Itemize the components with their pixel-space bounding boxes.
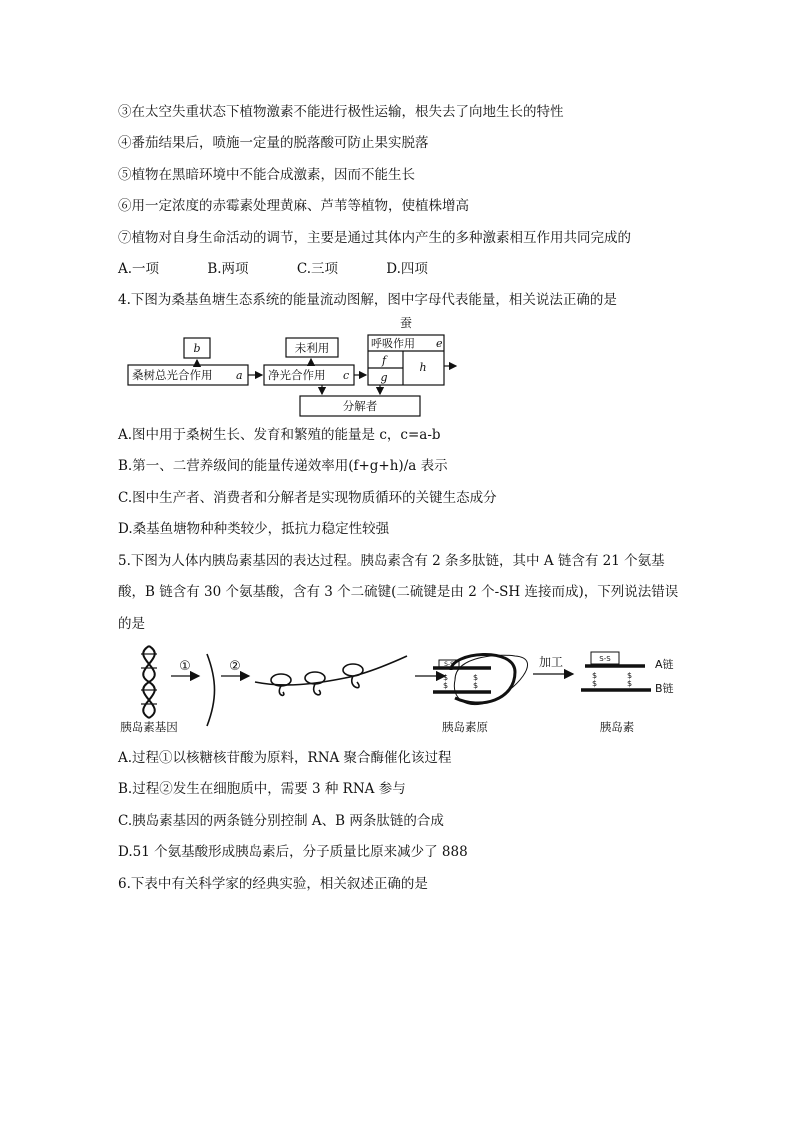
process-label: 加工 xyxy=(538,655,564,669)
q5-option-d[interactable]: D.51 个氨基酸形成胰岛素后，分子质量比原来减少了 888 xyxy=(118,844,468,860)
gene-label: 胰岛素基因 xyxy=(120,720,178,734)
label-f: f xyxy=(381,354,387,367)
insulin-ss-1: $ xyxy=(592,671,598,680)
statement-7: ⑦植物对自身生命活动的调节，主要是通过其体内产生的多种激素相互作用共同完成的 xyxy=(118,230,631,246)
q5-stem-line2: 酸，B 链含有 30 个氨基酸，含有 3 个二硫键(二硫键是由 2 个-SH 连接而成)，下列说法错误 xyxy=(118,584,679,600)
q3-options xyxy=(118,260,472,278)
label-h: h xyxy=(419,361,427,374)
step-2-label: ② xyxy=(229,659,241,674)
proinsulin-label: 胰岛素原 xyxy=(442,720,488,734)
q5-option-b[interactable]: B.过程②发生在细胞质中，需要 3 种 RNA 参与 xyxy=(118,781,406,797)
q5-option-a[interactable]: A.过程①以核糖核苷酸为原料，RNA 聚合酶催化该过程 xyxy=(118,750,452,766)
label-unused: 未利用 xyxy=(294,341,330,355)
label-c: c xyxy=(343,369,350,382)
label-decomposer: 分解者 xyxy=(342,399,378,413)
q4-option-b[interactable]: B.第一、二营养级间的能量传递效率用(f+g+h)/a 表示 xyxy=(118,458,448,474)
q3-option-c[interactable]: C.三项 xyxy=(296,261,338,277)
q3-option-a[interactable]: A.一项 xyxy=(118,261,160,277)
label-b: b xyxy=(193,342,201,355)
label-e: e xyxy=(436,337,443,350)
q5-stem-line3: 的是 xyxy=(118,616,145,632)
proinsulin-loop xyxy=(451,654,515,703)
label-net-ps: 净光合作用 xyxy=(268,368,326,382)
statement-6: ⑥用一定浓度的赤霉素处理黄麻、芦苇等植物，使植株增高 xyxy=(118,198,469,214)
statement-5: ⑤植物在黑暗环境中不能合成激素，因而不能生长 xyxy=(118,167,415,183)
proinsulin-ss-1: $ xyxy=(443,673,449,682)
statement-4: ④番茄结果后，喷施一定量的脱落酸可防止果实脱落 xyxy=(118,135,429,151)
energy-flow-diagram xyxy=(118,314,458,418)
label-a: a xyxy=(236,369,243,382)
insulin-label: 胰岛素 xyxy=(599,720,635,734)
svg-text:$: $ xyxy=(473,681,479,690)
q4-option-a[interactable]: A.图中用于桑树生长、发育和繁殖的能量是 c，c=a-b xyxy=(118,427,441,443)
q4-stem: 4.下图为桑基鱼塘生态系统的能量流动图解，图中字母代表能量，相关说法正确的是 xyxy=(118,292,617,308)
label-respiration: 呼吸作用 xyxy=(371,337,415,350)
insulin-ss-top: S-S xyxy=(599,655,611,663)
step-1-label: ① xyxy=(179,659,191,674)
chain-b-label: B链 xyxy=(655,682,674,695)
ribosome-chain xyxy=(255,656,407,695)
q4-option-c[interactable]: C.图中生产者、消费者和分解者是实现物质循环的关键生态成分 xyxy=(118,490,497,506)
svg-text:$: $ xyxy=(592,679,598,688)
q6-stem: 6.下表中有关科学家的经典实验，相关叙述正确的是 xyxy=(118,876,428,892)
dna-helix xyxy=(143,646,155,718)
q5-stem-line1: 5.下图为人体内胰岛素基因的表达过程。胰岛素含有 2 条多肽链，其中 A 链含有 21 个氨基 xyxy=(118,553,665,569)
q5-option-c[interactable]: C.胰岛素基因的两条链分别控制 A、B 两条肽链的合成 xyxy=(118,813,444,829)
q3-option-d[interactable]: D.四项 xyxy=(386,261,428,277)
q3-option-b[interactable]: B.两项 xyxy=(207,261,249,277)
label-silkworm: 蚕 xyxy=(399,316,413,330)
label-gross-ps: 桑树总光合作用 xyxy=(132,368,213,382)
proinsulin-ss-2: $ xyxy=(473,673,479,682)
mrna-strand xyxy=(207,654,215,726)
svg-text:$: $ xyxy=(443,681,449,690)
chain-a-label: A链 xyxy=(655,658,674,671)
q4-option-d[interactable]: D.桑基鱼塘物种种类较少，抵抗力稳定性较强 xyxy=(118,521,390,537)
svg-text:$: $ xyxy=(627,679,633,688)
proinsulin-ss-top: S-S xyxy=(444,661,454,668)
insulin-ss-2: $ xyxy=(627,671,633,680)
statement-3: ③在太空失重状态下植物激素不能进行极性运输，根失去了向地生长的特性 xyxy=(118,104,564,120)
insulin-expression-diagram xyxy=(115,640,685,740)
label-g: g xyxy=(380,371,388,384)
